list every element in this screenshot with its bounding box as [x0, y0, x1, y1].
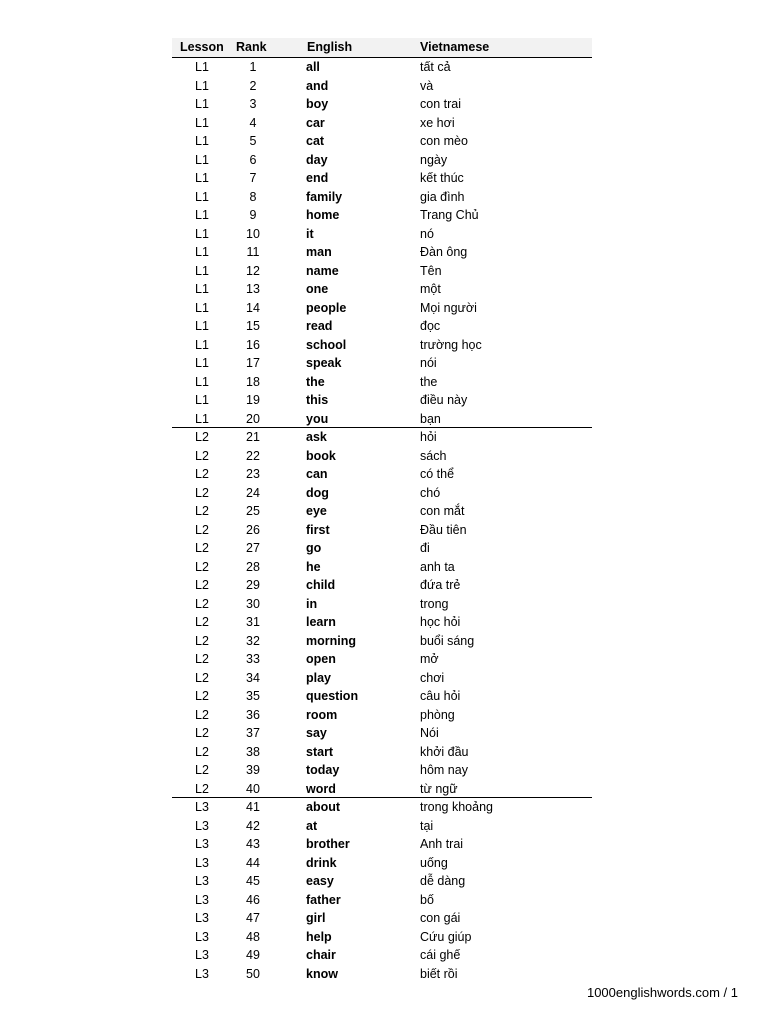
cell-vietnamese: tất cả: [420, 60, 451, 74]
table-row: [172, 484, 592, 503]
cell-vietnamese: bố: [420, 892, 434, 907]
cell-vietnamese: con trai: [420, 97, 461, 111]
cell-english: room: [306, 707, 338, 722]
table-row: [172, 687, 592, 706]
cell-vietnamese: Anh trai: [420, 837, 464, 851]
cell-english: can: [306, 467, 328, 481]
table-row: [172, 77, 592, 96]
cell-lesson: L2: [195, 689, 209, 703]
cell-vietnamese: hỏi: [420, 430, 437, 444]
cell-english: ask: [306, 430, 327, 444]
cell-english: all: [306, 60, 320, 74]
cell-english: one: [306, 282, 329, 296]
cell-english: read: [306, 319, 333, 333]
table-row: [172, 891, 592, 910]
cell-english: people: [306, 300, 347, 315]
table-body: [172, 58, 592, 983]
table-row: [172, 817, 592, 836]
cell-english: drink: [306, 855, 337, 870]
cell-english: the: [306, 374, 325, 389]
cell-vietnamese: Mọi người: [420, 300, 477, 315]
table-row: [172, 188, 592, 207]
cell-lesson: L3: [195, 874, 209, 888]
cell-lesson: L1: [195, 263, 209, 278]
table-row: [172, 743, 592, 762]
cell-lesson: L2: [195, 781, 209, 796]
cell-lesson: L1: [195, 319, 209, 333]
cell-vietnamese: tại: [420, 818, 434, 833]
cell-english: and: [306, 78, 329, 93]
cell-lesson: L2: [195, 430, 209, 444]
cell-vietnamese: Nói: [420, 726, 439, 740]
cell-vietnamese: Cứu giúp: [420, 929, 472, 944]
cell-english: play: [306, 670, 332, 685]
cell-vietnamese: một: [420, 282, 441, 296]
cell-rank: 14: [246, 300, 260, 315]
cell-english: car: [306, 115, 325, 130]
table-row: [172, 761, 592, 780]
cell-rank: 47: [246, 911, 260, 925]
cell-lesson: L3: [195, 818, 209, 833]
header-rank: Rank: [236, 40, 267, 54]
cell-vietnamese: bạn: [420, 411, 441, 426]
table-row: [172, 206, 592, 225]
cell-lesson: L1: [195, 226, 209, 241]
cell-rank: 29: [246, 578, 260, 592]
cell-vietnamese: Trang Chủ: [420, 208, 479, 222]
cell-vietnamese: Đàn ông: [420, 245, 468, 259]
cell-vietnamese: biết rồi: [420, 966, 458, 981]
cell-rank: 18: [246, 374, 260, 389]
cell-lesson: L1: [195, 282, 209, 296]
cell-rank: 30: [246, 596, 260, 611]
cell-lesson: L3: [195, 911, 209, 925]
table-row: [172, 613, 592, 632]
cell-rank: 25: [246, 504, 260, 518]
table-row: [172, 391, 592, 410]
cell-english: go: [306, 541, 322, 555]
cell-vietnamese: câu hỏi: [420, 689, 461, 703]
cell-rank: 7: [249, 171, 257, 185]
cell-english: morning: [306, 633, 356, 648]
cell-english: at: [306, 818, 318, 833]
cell-rank: 5: [249, 134, 257, 148]
cell-lesson: L1: [195, 171, 209, 185]
cell-rank: 9: [249, 208, 257, 222]
cell-english: name: [306, 263, 339, 278]
table-row: [172, 428, 592, 447]
cell-lesson: L3: [195, 855, 209, 870]
table-row: [172, 558, 592, 577]
table-row: [172, 354, 592, 373]
cell-vietnamese: đứa trẻ: [420, 578, 461, 592]
cell-lesson: L1: [195, 393, 209, 407]
cell-rank: 43: [246, 837, 260, 851]
cell-lesson: L2: [195, 763, 209, 777]
cell-rank: 36: [246, 707, 260, 722]
cell-rank: 35: [246, 689, 260, 703]
cell-lesson: L2: [195, 467, 209, 481]
table-row: [172, 539, 592, 558]
page-footer: 1000englishwords.com / 1: [586, 985, 738, 1000]
cell-lesson: L2: [195, 522, 209, 537]
cell-lesson: L1: [195, 152, 209, 167]
cell-lesson: L1: [195, 300, 209, 315]
cell-rank: 2: [249, 78, 257, 93]
cell-lesson: L2: [195, 578, 209, 592]
cell-rank: 28: [246, 559, 260, 574]
cell-english: child: [306, 578, 336, 592]
cell-rank: 6: [249, 152, 257, 167]
cell-lesson: L3: [195, 837, 209, 851]
cell-rank: 41: [246, 800, 260, 814]
table-row: [172, 521, 592, 540]
table-row: [172, 151, 592, 170]
table-row: [172, 95, 592, 114]
cell-rank: 21: [246, 430, 260, 444]
cell-rank: 44: [246, 855, 260, 870]
table-row: [172, 595, 592, 614]
cell-rank: 39: [246, 763, 260, 777]
cell-english: home: [306, 208, 340, 222]
cell-vietnamese: học hỏi: [420, 615, 461, 629]
table-row: [172, 410, 592, 429]
cell-english: say: [306, 726, 327, 740]
cell-english: cat: [306, 134, 325, 148]
cell-lesson: L1: [195, 356, 209, 370]
table-row: [172, 280, 592, 299]
cell-vietnamese: sách: [420, 448, 447, 463]
cell-lesson: L2: [195, 633, 209, 648]
table-row: [172, 724, 592, 743]
cell-rank: 38: [246, 744, 260, 759]
header-lesson: Lesson: [180, 40, 224, 54]
cell-vietnamese: hôm nay: [420, 763, 468, 777]
cell-vietnamese: chó: [420, 485, 441, 500]
cell-english: dog: [306, 485, 329, 500]
cell-rank: 22: [246, 448, 260, 463]
cell-rank: 31: [246, 615, 260, 629]
cell-lesson: L1: [195, 97, 209, 111]
cell-english: family: [306, 189, 343, 204]
cell-rank: 24: [246, 485, 260, 500]
cell-rank: 33: [246, 652, 260, 666]
cell-english: end: [306, 171, 329, 185]
cell-lesson: L1: [195, 208, 209, 222]
cell-vietnamese: kết thúc: [420, 171, 464, 185]
cell-rank: 45: [246, 874, 260, 888]
cell-rank: 50: [246, 966, 260, 981]
table-row: [172, 169, 592, 188]
cell-english: boy: [306, 97, 329, 111]
cell-rank: 27: [246, 541, 260, 555]
table-row: [172, 669, 592, 688]
cell-lesson: L3: [195, 966, 209, 981]
cell-vietnamese: đọc: [420, 319, 441, 333]
cell-english: in: [306, 596, 318, 611]
table-row: [172, 965, 592, 984]
cell-vietnamese: con gái: [420, 911, 461, 925]
table-row: [172, 928, 592, 947]
cell-english: book: [306, 448, 336, 463]
cell-english: help: [306, 929, 332, 944]
table-row: [172, 373, 592, 392]
table-header: [172, 38, 592, 58]
table-row: [172, 299, 592, 318]
cell-vietnamese: anh ta: [420, 559, 455, 574]
cell-lesson: L3: [195, 929, 209, 944]
cell-lesson: L2: [195, 615, 209, 629]
cell-vietnamese: và: [420, 78, 434, 93]
cell-english: word: [306, 781, 336, 796]
cell-english: question: [306, 689, 359, 703]
cell-lesson: L1: [195, 78, 209, 93]
cell-lesson: L2: [195, 448, 209, 463]
cell-rank: 49: [246, 948, 260, 962]
cell-vietnamese: con mèo: [420, 134, 468, 148]
cell-rank: 3: [249, 97, 257, 111]
table-row: [172, 465, 592, 484]
cell-english: about: [306, 800, 341, 814]
cell-rank: 10: [246, 226, 260, 241]
cell-lesson: L1: [195, 115, 209, 130]
cell-lesson: L2: [195, 670, 209, 685]
table-row: [172, 632, 592, 651]
cell-english: today: [306, 763, 340, 777]
cell-lesson: L2: [195, 559, 209, 574]
table-row: [172, 872, 592, 891]
cell-vietnamese: phòng: [420, 707, 455, 722]
cell-lesson: L2: [195, 596, 209, 611]
table-row: [172, 780, 592, 799]
cell-rank: 40: [246, 781, 260, 796]
cell-rank: 26: [246, 522, 260, 537]
cell-lesson: L1: [195, 337, 209, 352]
cell-english: learn: [306, 615, 336, 629]
cell-lesson: L3: [195, 948, 209, 962]
cell-lesson: L3: [195, 892, 209, 907]
cell-vietnamese: có thể: [420, 467, 455, 481]
cell-english: this: [306, 393, 329, 407]
table-row: [172, 854, 592, 873]
cell-rank: 32: [246, 633, 260, 648]
cell-rank: 23: [246, 467, 260, 481]
cell-vietnamese: nó: [420, 226, 434, 241]
cell-vietnamese: gia đình: [420, 189, 465, 204]
cell-vietnamese: cái ghế: [420, 948, 461, 962]
cell-english: girl: [306, 911, 326, 925]
cell-rank: 16: [246, 337, 260, 352]
cell-lesson: L3: [195, 800, 209, 814]
table-row: [172, 114, 592, 133]
cell-lesson: L2: [195, 504, 209, 518]
cell-vietnamese: the: [420, 374, 438, 389]
cell-english: man: [306, 245, 332, 259]
table-row: [172, 502, 592, 521]
cell-english: it: [306, 226, 314, 241]
cell-vietnamese: Tên: [420, 263, 442, 278]
cell-vietnamese: nói: [420, 356, 437, 370]
cell-lesson: L2: [195, 541, 209, 555]
cell-english: speak: [306, 356, 342, 370]
cell-english: start: [306, 744, 334, 759]
cell-rank: 17: [246, 356, 260, 370]
cell-rank: 42: [246, 818, 260, 833]
cell-lesson: L1: [195, 374, 209, 389]
cell-lesson: L1: [195, 189, 209, 204]
table-row: [172, 576, 592, 595]
table-row: [172, 58, 592, 77]
cell-rank: 34: [246, 670, 260, 685]
cell-english: school: [306, 337, 347, 352]
cell-vietnamese: chơi: [420, 670, 445, 685]
cell-vietnamese: Đầu tiên: [420, 522, 467, 537]
cell-vietnamese: trường học: [420, 337, 482, 352]
cell-vietnamese: trong khoảng: [420, 800, 493, 814]
cell-vietnamese: buổi sáng: [420, 633, 475, 648]
cell-english: you: [306, 411, 329, 426]
cell-rank: 12: [246, 263, 260, 278]
header-english: English: [307, 40, 353, 54]
table-row: [172, 650, 592, 669]
table-row: [172, 262, 592, 281]
table-row: [172, 946, 592, 965]
header-vietnamese: Vietnamese: [420, 40, 490, 54]
cell-rank: 15: [246, 319, 260, 333]
cell-rank: 46: [246, 892, 260, 907]
table-row: [172, 835, 592, 854]
cell-english: know: [306, 966, 338, 981]
cell-vietnamese: đi: [420, 541, 430, 555]
cell-vietnamese: con mắt: [420, 504, 465, 518]
table-row: [172, 909, 592, 928]
cell-english: he: [306, 559, 321, 574]
cell-vietnamese: ngày: [420, 152, 448, 167]
cell-vietnamese: xe hơi: [420, 115, 455, 130]
cell-rank: 4: [249, 115, 257, 130]
cell-vietnamese: trong: [420, 596, 449, 611]
table-row: [172, 243, 592, 262]
cell-vietnamese: uống: [420, 855, 448, 870]
cell-rank: 8: [249, 189, 257, 204]
cell-english: brother: [306, 837, 350, 851]
cell-vietnamese: khởi đầu: [420, 744, 469, 759]
table-row: [172, 317, 592, 336]
cell-rank: 48: [246, 929, 260, 944]
cell-lesson: L1: [195, 411, 209, 426]
cell-vietnamese: điều này: [420, 393, 468, 407]
cell-lesson: L2: [195, 744, 209, 759]
cell-lesson: L2: [195, 652, 209, 666]
table-row: [172, 706, 592, 725]
cell-rank: 19: [246, 393, 260, 407]
cell-rank: 37: [246, 726, 260, 740]
cell-lesson: L2: [195, 707, 209, 722]
cell-lesson: L1: [195, 60, 209, 74]
cell-rank: 1: [249, 60, 257, 74]
cell-english: father: [306, 892, 341, 907]
vocabulary-table: [172, 38, 592, 983]
cell-vietnamese: mở: [420, 652, 439, 666]
table-row: [172, 336, 592, 355]
table-row: [172, 798, 592, 817]
table-row: [172, 447, 592, 466]
cell-rank: 13: [246, 282, 260, 296]
cell-english: eye: [306, 504, 327, 518]
cell-rank: 11: [246, 245, 260, 259]
table-row: [172, 225, 592, 244]
cell-lesson: L1: [195, 245, 209, 259]
cell-english: open: [306, 652, 336, 666]
cell-english: chair: [306, 948, 336, 962]
cell-rank: 20: [246, 411, 260, 426]
cell-lesson: L2: [195, 485, 209, 500]
cell-english: day: [306, 152, 328, 167]
cell-lesson: L1: [195, 134, 209, 148]
cell-vietnamese: dễ dàng: [420, 874, 466, 888]
cell-english: easy: [306, 874, 334, 888]
table-row: [172, 132, 592, 151]
cell-english: first: [306, 522, 330, 537]
cell-vietnamese: từ ngữ: [420, 781, 458, 796]
cell-lesson: L2: [195, 726, 209, 740]
